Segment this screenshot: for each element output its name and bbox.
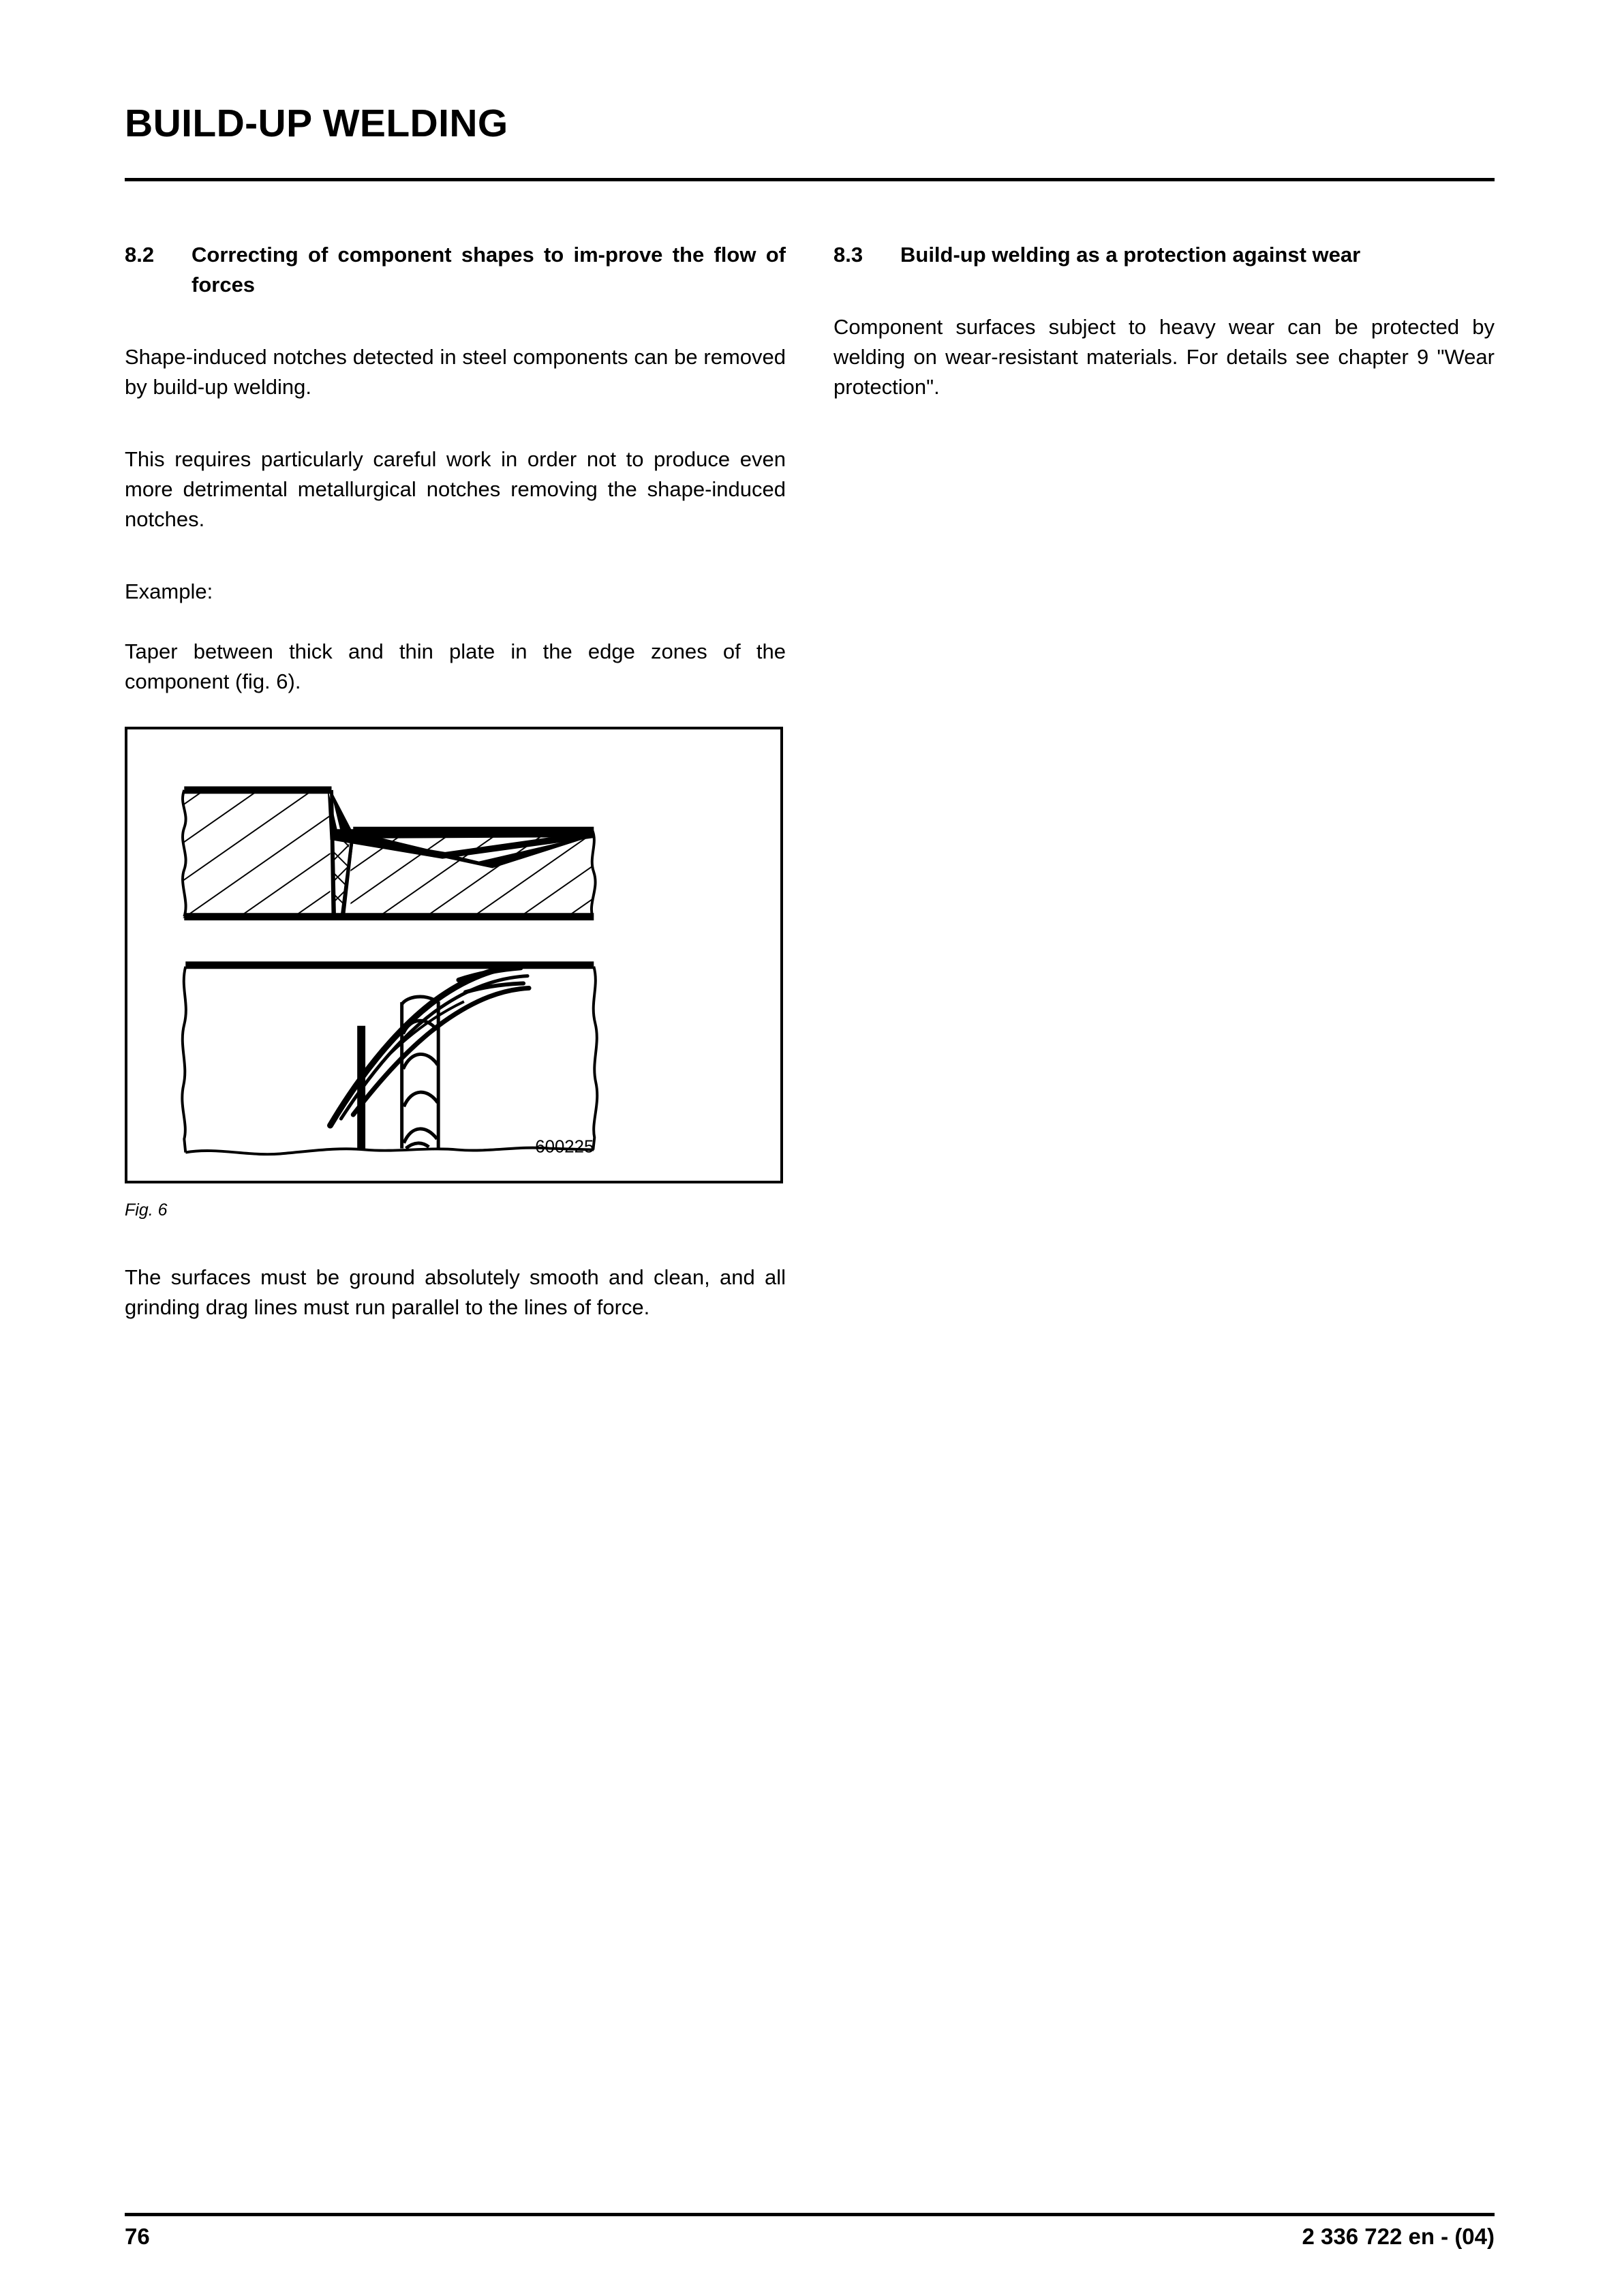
- paragraph-taper-description: Taper between thick and thin plate in the edge zones of the component (fig. 6).: [125, 639, 786, 694]
- paragraph-shape-induced-notches: Shape-induced notches detected in steel components can be removed by build-up welding.: [125, 345, 786, 399]
- page-header: [125, 102, 1495, 145]
- section-heading-8-3: [833, 240, 1495, 270]
- header-divider: [125, 178, 1495, 181]
- figure-6: [125, 727, 786, 1220]
- section-title: Build-up welding as a protection against wear: [900, 243, 1361, 267]
- body-columns: [125, 240, 1495, 2149]
- left-column: [125, 240, 786, 1323]
- section-number: 8.3: [833, 243, 863, 267]
- right-column: [833, 240, 1495, 402]
- section-heading-8-2: [125, 240, 786, 300]
- paragraph-wear-protection: Component surfaces subject to heavy wear can be protected by welding on wear-resistant materials. For details see chapter 9 "Wear protection".: [833, 315, 1495, 399]
- figure-illustration: [127, 729, 780, 1181]
- figure-caption: Fig. 6: [125, 1200, 168, 1220]
- figure-frame: [125, 727, 783, 1183]
- cross-section-drawing: [183, 787, 596, 920]
- paragraph-example-label: Example:: [125, 579, 213, 604]
- document-code: 2 336 722 en - (04): [1302, 2224, 1495, 2249]
- section-title: Correcting of component shapes to im-prove the flow of forces: [192, 243, 786, 297]
- page-title: BUILD-UP WELDING: [125, 102, 508, 145]
- page-footer: [125, 2224, 1495, 2250]
- page-number: 76: [125, 2224, 150, 2249]
- plan-view-drawing: [182, 965, 597, 1154]
- paragraph-careful-work: This requires particularly careful work in order not to produce even more detrimental metallurgical notches removing the shape-induced notches.: [125, 447, 786, 532]
- paragraph-surface-grinding: The surfaces must be ground absolutely smooth and clean, and all grinding drag lines must run parallel to the lines of force.: [125, 1265, 786, 1320]
- section-number: 8.2: [125, 243, 155, 267]
- footer-divider: [125, 2213, 1495, 2216]
- drawing-number: 600225: [535, 1137, 594, 1157]
